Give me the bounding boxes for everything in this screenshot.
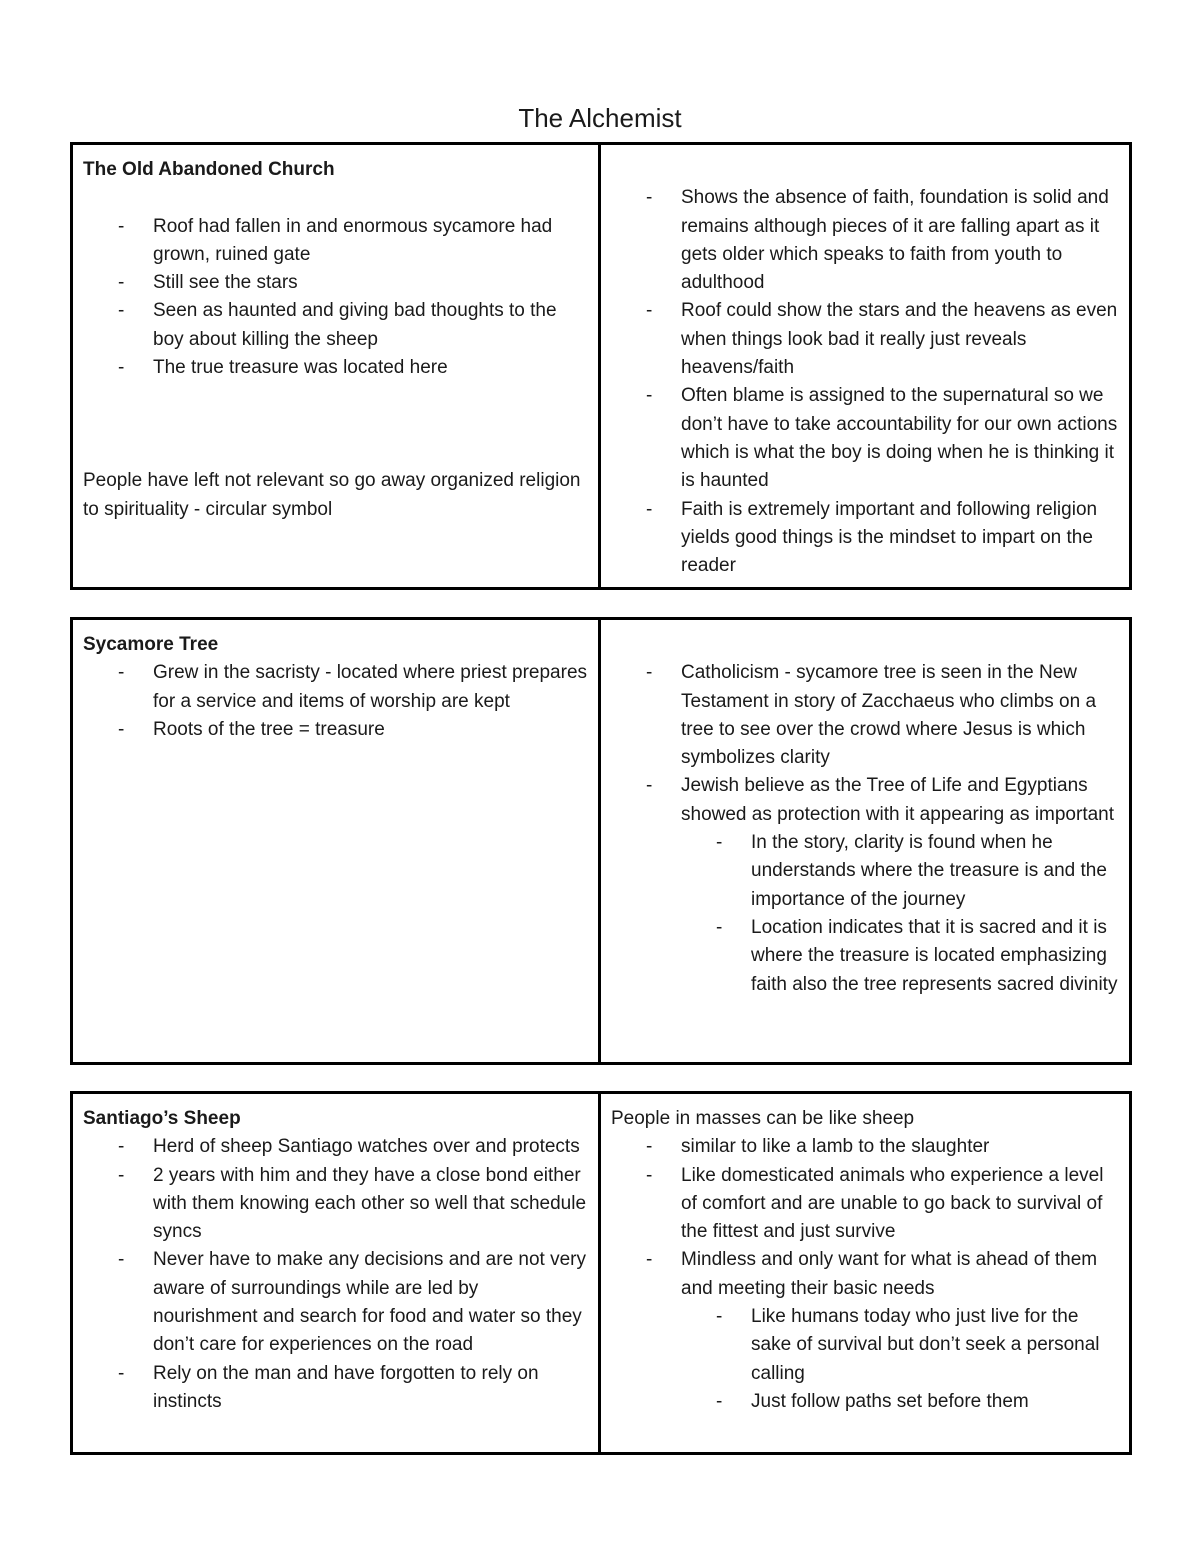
list-item: - Still see the stars	[153, 269, 588, 297]
list-item: - Herd of sheep Santiago watches over and protects	[153, 1133, 588, 1161]
sycamore-sublist	[681, 829, 1119, 999]
sheep-heading: Santiago’s Sheep	[83, 1108, 241, 1129]
church-heading: The Old Abandoned Church	[83, 159, 335, 180]
list-item: - Seen as haunted and giving bad thoughts to the boy about killing the sheep	[153, 297, 588, 354]
sub-list-item: - Location indicates that it is sacred and it is where the treasure is located emphasizing faith also the tree represents sacred divinity	[751, 914, 1119, 999]
sycamore-heading: Sycamore Tree	[83, 634, 219, 655]
sycamore-left-cell	[73, 620, 601, 1062]
sycamore-right-list	[611, 659, 1119, 999]
sheep-right-cell	[601, 1094, 1129, 1452]
list-item-text: Mindless and only want for what is ahead of them and meeting their basic needs	[681, 1249, 1098, 1299]
list-item: - Roof could show the stars and the heavens as even when things look bad it really just reveals heavens/faith	[681, 297, 1119, 382]
sub-list-item: - Like humans today who just live for the sake of survival but don’t seek a personal calling	[751, 1303, 1119, 1388]
church-right-cell	[601, 145, 1129, 587]
sheep-intro: People in masses can be like sheep	[611, 1108, 915, 1129]
sycamore-left-list	[83, 659, 588, 744]
list-item: - Grew in the sacristy - located where priest prepares for a service and items of worship are kept	[153, 659, 588, 716]
list-item	[681, 1246, 1119, 1416]
list-item: - Often blame is assigned to the supernatural so we don’t have to take accountability for our own actions which is what the boy is doing when he is thinking it is haunted	[681, 382, 1119, 495]
list-item: - Roots of the tree = treasure	[153, 716, 588, 744]
sub-list-item: - Just follow paths set before them	[751, 1388, 1119, 1416]
list-item: - Like domesticated animals who experience a level of comfort and are unable to go back to survival of the fittest and just survive	[681, 1162, 1119, 1247]
list-item: - Faith is extremely important and following religion yields good things is the mindset to impart on the reader	[681, 496, 1119, 581]
church-left-list	[83, 213, 588, 383]
sub-list-item: - In the story, clarity is found when he understands where the treasure is and the importance of the journey	[751, 829, 1119, 914]
sheep-right-list	[611, 1133, 1119, 1416]
list-item: - Rely on the man and have forgotten to rely on instincts	[153, 1360, 588, 1417]
table-sheep	[70, 1091, 1132, 1455]
list-item	[681, 772, 1119, 998]
table-church	[70, 142, 1132, 590]
page-title: The Alchemist	[518, 103, 682, 133]
list-item: - The true treasure was located here	[153, 354, 588, 382]
church-left-cell	[73, 145, 601, 587]
sheep-left-list	[83, 1133, 588, 1416]
church-right-list	[611, 184, 1119, 580]
list-item: - Shows the absence of faith, foundation is solid and remains although pieces of it are falling apart as it gets older which speaks to faith from youth to adulthood	[681, 184, 1119, 297]
sheep-sublist	[681, 1303, 1119, 1416]
list-item: - Catholicism - sycamore tree is seen in the New Testament in story of Zacchaeus who climbs on a tree to see over the crowd where Jesus is which symbolizes clarity	[681, 659, 1119, 772]
table-sycamore	[70, 617, 1132, 1065]
list-item: - 2 years with him and they have a close bond either with them knowing each other so well that schedule syncs	[153, 1162, 588, 1247]
sycamore-right-cell	[601, 620, 1129, 1062]
list-item-text: Jewish believe as the Tree of Life and Egyptians showed as protection with it appearing as important	[681, 775, 1115, 825]
church-note: People have left not relevant so go away organized religion to spirituality - circular symbol	[83, 470, 581, 520]
list-item: - similar to like a lamb to the slaughter	[681, 1133, 1119, 1161]
list-item: - Roof had fallen in and enormous sycamore had grown, ruined gate	[153, 213, 588, 270]
sheep-left-cell	[73, 1094, 601, 1452]
list-item: - Never have to make any decisions and are not very aware of surroundings while are led by nourishment and search for food and water so they don’t care for experiences on the road	[153, 1246, 588, 1359]
